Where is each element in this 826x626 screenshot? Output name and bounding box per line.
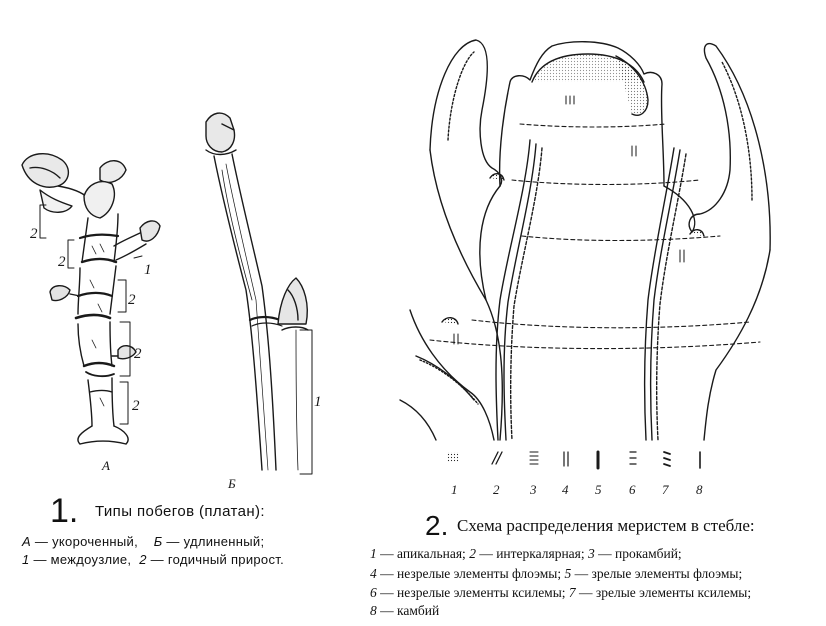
bracket-label: 2 (132, 398, 140, 414)
legend-text: — годичный прирост. (146, 552, 284, 567)
key-symbols (447, 452, 700, 468)
legend-text: — незрелые элементы флоэмы; (376, 566, 565, 581)
figure1-legend-line1 (22, 534, 264, 549)
apex-dome (500, 42, 664, 186)
right-leaf (689, 44, 770, 440)
figure1-title: Типы побегов (платан): (95, 503, 265, 520)
bracket-label: 1 (144, 262, 152, 278)
legend-key: Б (153, 534, 163, 549)
figure1-number: 1. (50, 492, 79, 530)
legend-key: 4 (370, 566, 377, 581)
bracket-label: 2 (30, 226, 38, 242)
figure2-legend-line1 (370, 546, 682, 562)
label-b: Б (228, 476, 236, 491)
legend-text: — удлиненный; (162, 534, 265, 549)
legend-text: — апикальная; (376, 546, 470, 561)
legend-key: 6 (370, 585, 377, 600)
figure2-number: 2. (425, 510, 449, 541)
legend-key: А (22, 534, 31, 549)
legend-key: 7 (568, 585, 576, 600)
bracket-label: 2 (58, 254, 66, 270)
bracket-label: 1 (314, 394, 322, 410)
right-vascular-strand (645, 148, 686, 440)
legend-text: — интеркалярная; (475, 546, 588, 561)
label-a: А (102, 458, 110, 473)
left-leaf (430, 40, 502, 440)
key-number: 8 (696, 482, 703, 497)
legend-key: 1 (370, 546, 377, 561)
figure2-title: Схема распределения меристем в стебле: (457, 516, 755, 535)
key-numbers (451, 482, 703, 497)
bracket-label: 2 (128, 292, 136, 308)
key-number: 6 (629, 482, 636, 497)
legend-key: 8 (370, 603, 377, 618)
legend-text: — междоузлие, (29, 552, 132, 567)
intercalary-bands (430, 124, 760, 349)
legend-text: — камбий (376, 603, 440, 618)
figure2-legend-line3 (370, 585, 751, 601)
legend-key: 3 (588, 546, 595, 561)
key-number: 4 (562, 482, 569, 497)
legend-key: 1 (22, 552, 30, 567)
legend-key: 5 (564, 566, 572, 581)
bracket-label: 2 (134, 346, 142, 362)
legend-text: — зрелые элементы флоэмы; (571, 566, 743, 581)
key-number: 2 (493, 482, 500, 497)
key-number: 7 (662, 482, 669, 497)
legend-key: 2 (469, 546, 476, 561)
figure2-legend-line2 (370, 566, 742, 582)
figure1-legend-line2 (22, 552, 284, 567)
figure2-legend-line4 (370, 603, 439, 619)
key-number: 1 (451, 482, 458, 497)
key-number: 5 (595, 482, 602, 497)
legend-key: 2 (139, 552, 147, 567)
legend-text: — прокамбий; (594, 546, 682, 561)
legend-text: — зрелые элементы ксилемы; (575, 585, 752, 600)
key-number: 3 (530, 482, 537, 497)
legend-text: — незрелые элементы ксилемы; (376, 585, 569, 600)
legend-text: — укороченный, (30, 534, 139, 549)
